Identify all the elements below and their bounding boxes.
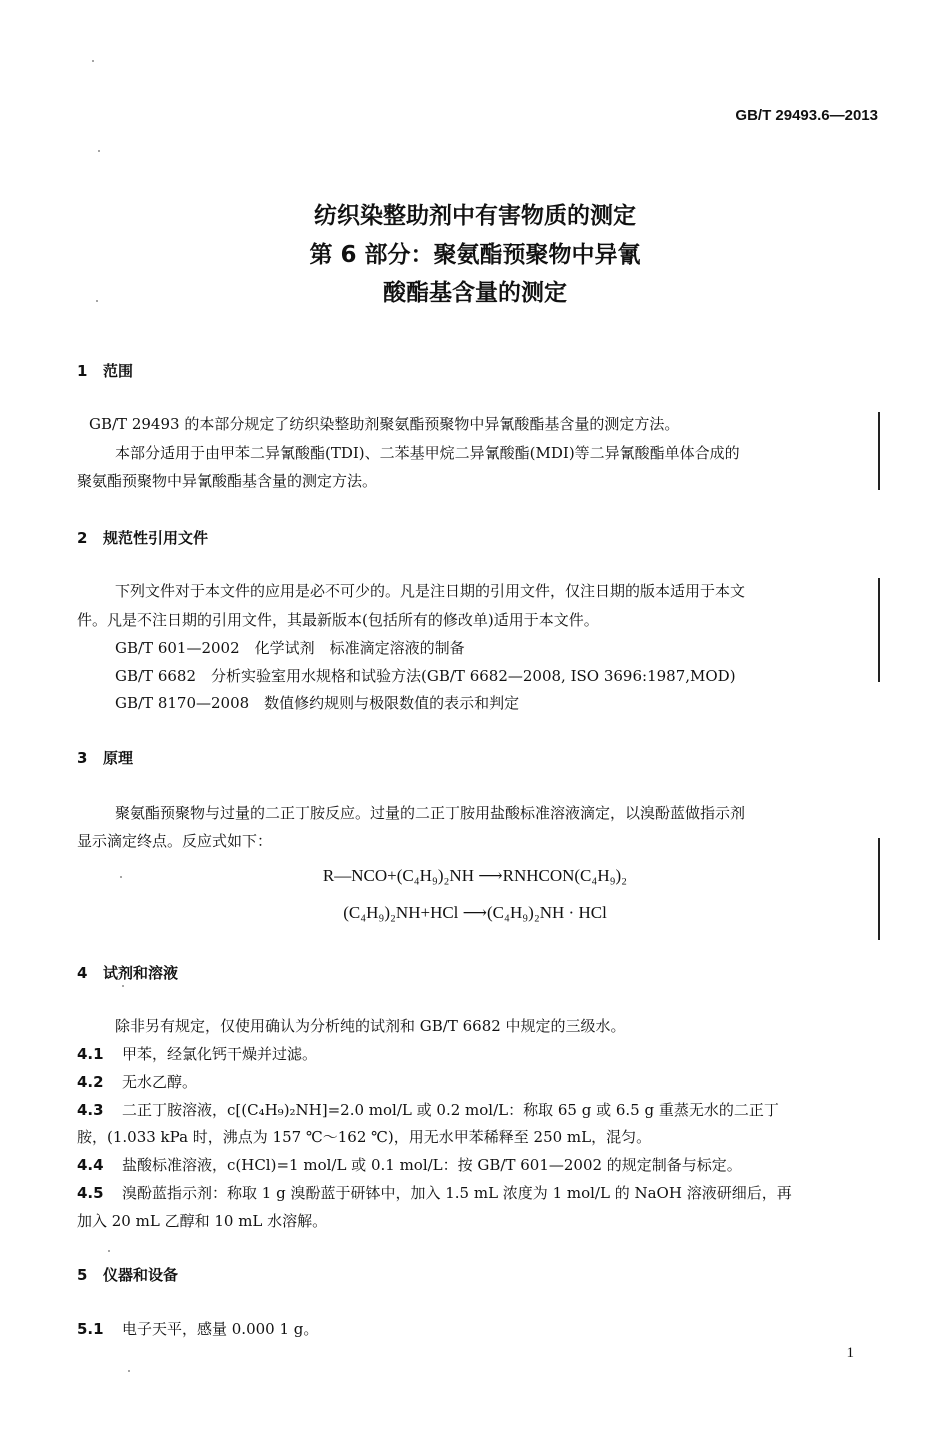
clause-4-2	[77, 1071, 197, 1092]
clause-continuation: 胺，(1.033 kPa 时，沸点为 157 ℃～162 ℃)，用无水甲苯稀释至 250 mL，混匀。	[77, 1128, 652, 1146]
paragraph: 本部分适用于由甲苯二异氰酸酯(TDI)、二苯基甲烷二异氰酸酯(MDI)等二异氰酸酯单体合成的	[115, 444, 740, 462]
clause-text: 甲苯，经氯化钙干燥并过滤。	[122, 1045, 318, 1063]
scan-speck	[92, 60, 94, 62]
clause-number: 5.1	[77, 1320, 104, 1338]
section-number: 5	[77, 1266, 88, 1284]
scan-speck	[98, 150, 100, 152]
section-title: 原理	[103, 749, 134, 767]
reference-item: GB/T 8170—2008 数值修约规则与极限数值的表示和判定	[115, 694, 520, 712]
section-1-heading	[77, 360, 133, 381]
title-line-3: 酸酯基含量的测定	[383, 280, 567, 306]
scan-speck	[108, 1250, 110, 1252]
clause-4-1	[77, 1043, 317, 1064]
clause-text: 溴酚蓝指示剂：称取 1 g 溴酚蓝于研钵中，加入 1.5 mL 浓度为 1 mol/L 的 NaOH 溶液研细后，再	[122, 1184, 792, 1202]
paragraph-continuation: 件。凡是不注日期的引用文件，其最新版本(包括所有的修改单)适用于本文件。	[77, 611, 599, 629]
revision-bar	[878, 838, 880, 940]
clause-4-4	[77, 1154, 742, 1175]
scan-speck	[122, 985, 124, 987]
equation-2: (C₄H₉)₂NH+HCl ⟶(C₄H₉)₂NH · HCl	[343, 903, 607, 922]
paragraph-continuation: 聚氨酯预聚物中异氰酸酯基含量的测定方法。	[77, 472, 378, 490]
title-line-1: 纺织染整助剂中有害物质的测定	[314, 203, 636, 229]
section-number: 1	[77, 362, 88, 380]
clause-text: 无水乙醇。	[122, 1073, 198, 1091]
clause-continuation: 加入 20 mL 乙醇和 10 mL 水溶解。	[77, 1212, 328, 1230]
paragraph: 除非另有规定，仅使用确认为分析纯的试剂和 GB/T 6682 中规定的三级水。	[115, 1017, 626, 1035]
section-title: 范围	[103, 362, 134, 380]
section-title: 规范性引用文件	[103, 529, 209, 547]
scan-speck	[128, 1370, 130, 1372]
revision-bar	[878, 578, 880, 682]
clause-text: 电子天平，感量 0.000 1 g。	[122, 1320, 319, 1338]
section-3-heading	[77, 747, 133, 768]
section-number: 2	[77, 529, 88, 547]
reference-item: GB/T 601—2002 化学试剂 标准滴定溶液的制备	[115, 639, 465, 657]
clause-5-1	[77, 1318, 318, 1339]
paragraph-continuation: 显示滴定终点。反应式如下：	[77, 832, 273, 850]
clause-number: 4.5	[77, 1184, 104, 1202]
paragraph: GB/T 29493 的本部分规定了纺织染整助剂聚氨酯预聚物中异氰酸酯基含量的测定方法。	[89, 415, 680, 433]
clause-number: 4.1	[77, 1045, 104, 1063]
clause-4-3	[77, 1099, 779, 1120]
clause-text: 盐酸标准溶液，c(HCl)=1 mol/L 或 0.1 mol/L：按 GB/T 601—2002 的规定制备与标定。	[122, 1156, 742, 1174]
clause-number: 4.3	[77, 1101, 104, 1119]
clause-4-5	[77, 1182, 792, 1203]
section-title: 试剂和溶液	[103, 964, 179, 982]
section-4-heading	[77, 962, 178, 983]
section-title: 仪器和设备	[103, 1266, 179, 1284]
section-number: 3	[77, 749, 88, 767]
revision-bar	[878, 412, 880, 490]
section-2-heading	[77, 527, 208, 548]
standard-number: GB/T 29493.6—2013	[735, 107, 878, 124]
scan-speck	[120, 876, 122, 878]
paragraph: 下列文件对于本文件的应用是必不可少的。凡是注日期的引用文件，仅注日期的版本适用于本文	[115, 582, 746, 600]
reference-item: GB/T 6682 分析实验室用水规格和试验方法(GB/T 6682—2008, ISO 3696:1987,MOD)	[115, 667, 736, 685]
page-number: 1	[846, 1345, 854, 1361]
clause-number: 4.4	[77, 1156, 104, 1174]
section-number: 4	[77, 964, 88, 982]
clause-number: 4.2	[77, 1073, 104, 1091]
paragraph: 聚氨酯预聚物与过量的二正丁胺反应。过量的二正丁胺用盐酸标准溶液滴定，以溴酚蓝做指示剂	[115, 804, 746, 822]
equation-1: R—NCO+(C₄H₉)₂NH ⟶RNHCON(C₄H₉)₂	[322, 866, 628, 885]
clause-text: 二正丁胺溶液，c[(C₄H₉)₂NH]=2.0 mol/L 或 0.2 mol/L：称取 65 g 或 6.5 g 重蒸无水的二正丁	[122, 1101, 779, 1119]
scan-speck	[96, 300, 98, 302]
section-5-heading	[77, 1264, 178, 1285]
title-line-2: 第 6 部分：聚氨酯预聚物中异氰	[309, 242, 641, 268]
